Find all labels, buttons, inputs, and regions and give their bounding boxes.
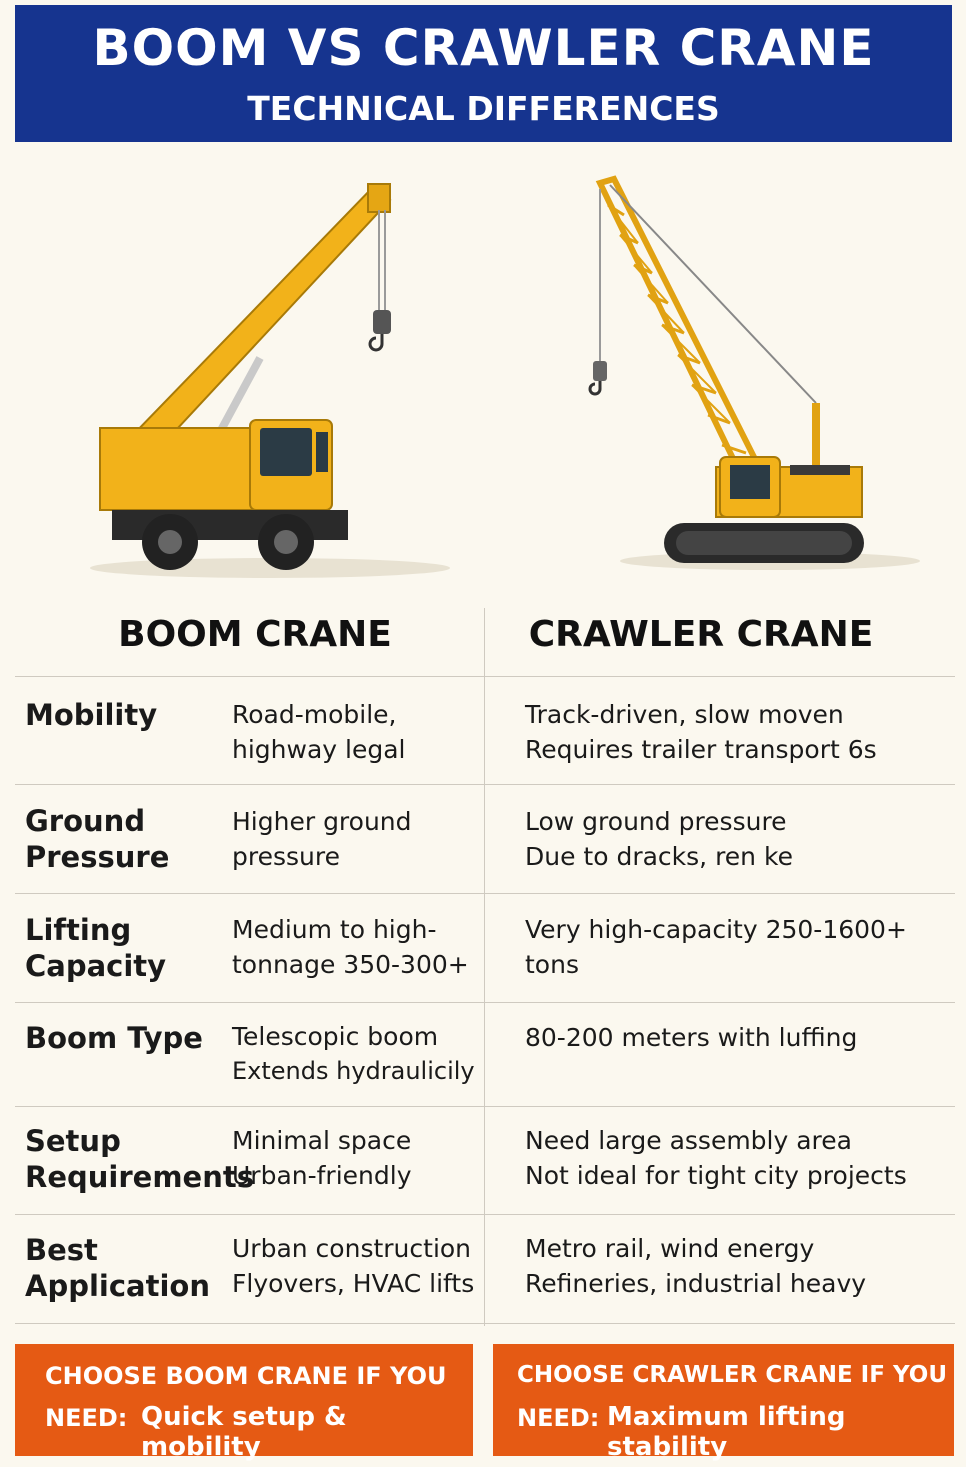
row-divider: [15, 676, 955, 677]
row-divider: [15, 893, 955, 894]
page-subtitle: TECHNICAL DIFFERENCES: [247, 89, 720, 128]
column-divider: [484, 608, 485, 1326]
crawler-crane-image: [580, 175, 920, 575]
cta-boom-value: Quick setup & mobility: [141, 1402, 347, 1462]
boom-lifting-capacity: Medium to high- tonnage 350-300+: [232, 915, 469, 979]
crawler-best-application: Metro rail, wind energy Refineries, industrial heavy: [525, 1234, 867, 1298]
crawler-lifting-capacity: Very high-capacity 250-1600+ tons: [525, 915, 907, 979]
row-label-setup-requirements: Setup Requirements: [25, 1124, 254, 1194]
page-title: BOOM VS CRAWLER CRANE: [92, 19, 875, 77]
column-header-boom: BOOM CRANE: [118, 614, 392, 655]
boom-setup-requirements: Minimal space Urban-friendly: [232, 1126, 412, 1190]
crawler-mobility: Track-driven, slow moven Requires trailer transport 6s: [525, 700, 877, 764]
row-divider: [15, 1214, 955, 1215]
row-label-lifting-capacity: Lifting Capacity: [25, 913, 167, 983]
boom-mobility: Road-mobile, highway legal: [232, 700, 406, 764]
header-banner: [15, 5, 952, 142]
cta-boom-need: NEED:: [45, 1404, 128, 1432]
crawler-ground-pressure: Low ground pressure Due to dracks, ren ke: [525, 807, 793, 871]
row-divider: [15, 784, 955, 785]
crawler-boom-type: 80-200 meters with luffing: [525, 1023, 858, 1052]
boom-crane-image: [90, 170, 460, 590]
cta-crawler: [493, 1344, 954, 1462]
cta-boom: [15, 1344, 473, 1462]
row-label-boom-type: Boom Type: [25, 1021, 203, 1055]
row-divider: [15, 1323, 955, 1324]
row-label-ground-pressure: Ground Pressure: [25, 804, 170, 874]
row-divider: [15, 1002, 955, 1003]
row-label-mobility: Mobility: [25, 698, 158, 732]
row-divider: [15, 1106, 955, 1107]
cta-crawler-need: NEED:: [517, 1404, 600, 1432]
cta-crawler-value: Maximum lifting stability: [607, 1402, 846, 1462]
row-label-best-application: Best Application: [25, 1233, 210, 1303]
boom-boom-type: Telescopic boom Extends hydraulicily: [232, 1022, 475, 1085]
boom-best-application: Urban construction Flyovers, HVAC lifts: [232, 1234, 475, 1298]
cta-crawler-heading: CHOOSE CRAWLER CRANE IF YOU: [517, 1362, 948, 1388]
boom-ground-pressure: Higher ground pressure: [232, 807, 412, 871]
cta-boom-heading: CHOOSE BOOM CRANE IF YOU: [45, 1362, 447, 1390]
crawler-setup-requirements: Need large assembly area Not ideal for tight city projects: [525, 1126, 907, 1190]
column-header-crawler: CRAWLER CRANE: [528, 614, 874, 655]
